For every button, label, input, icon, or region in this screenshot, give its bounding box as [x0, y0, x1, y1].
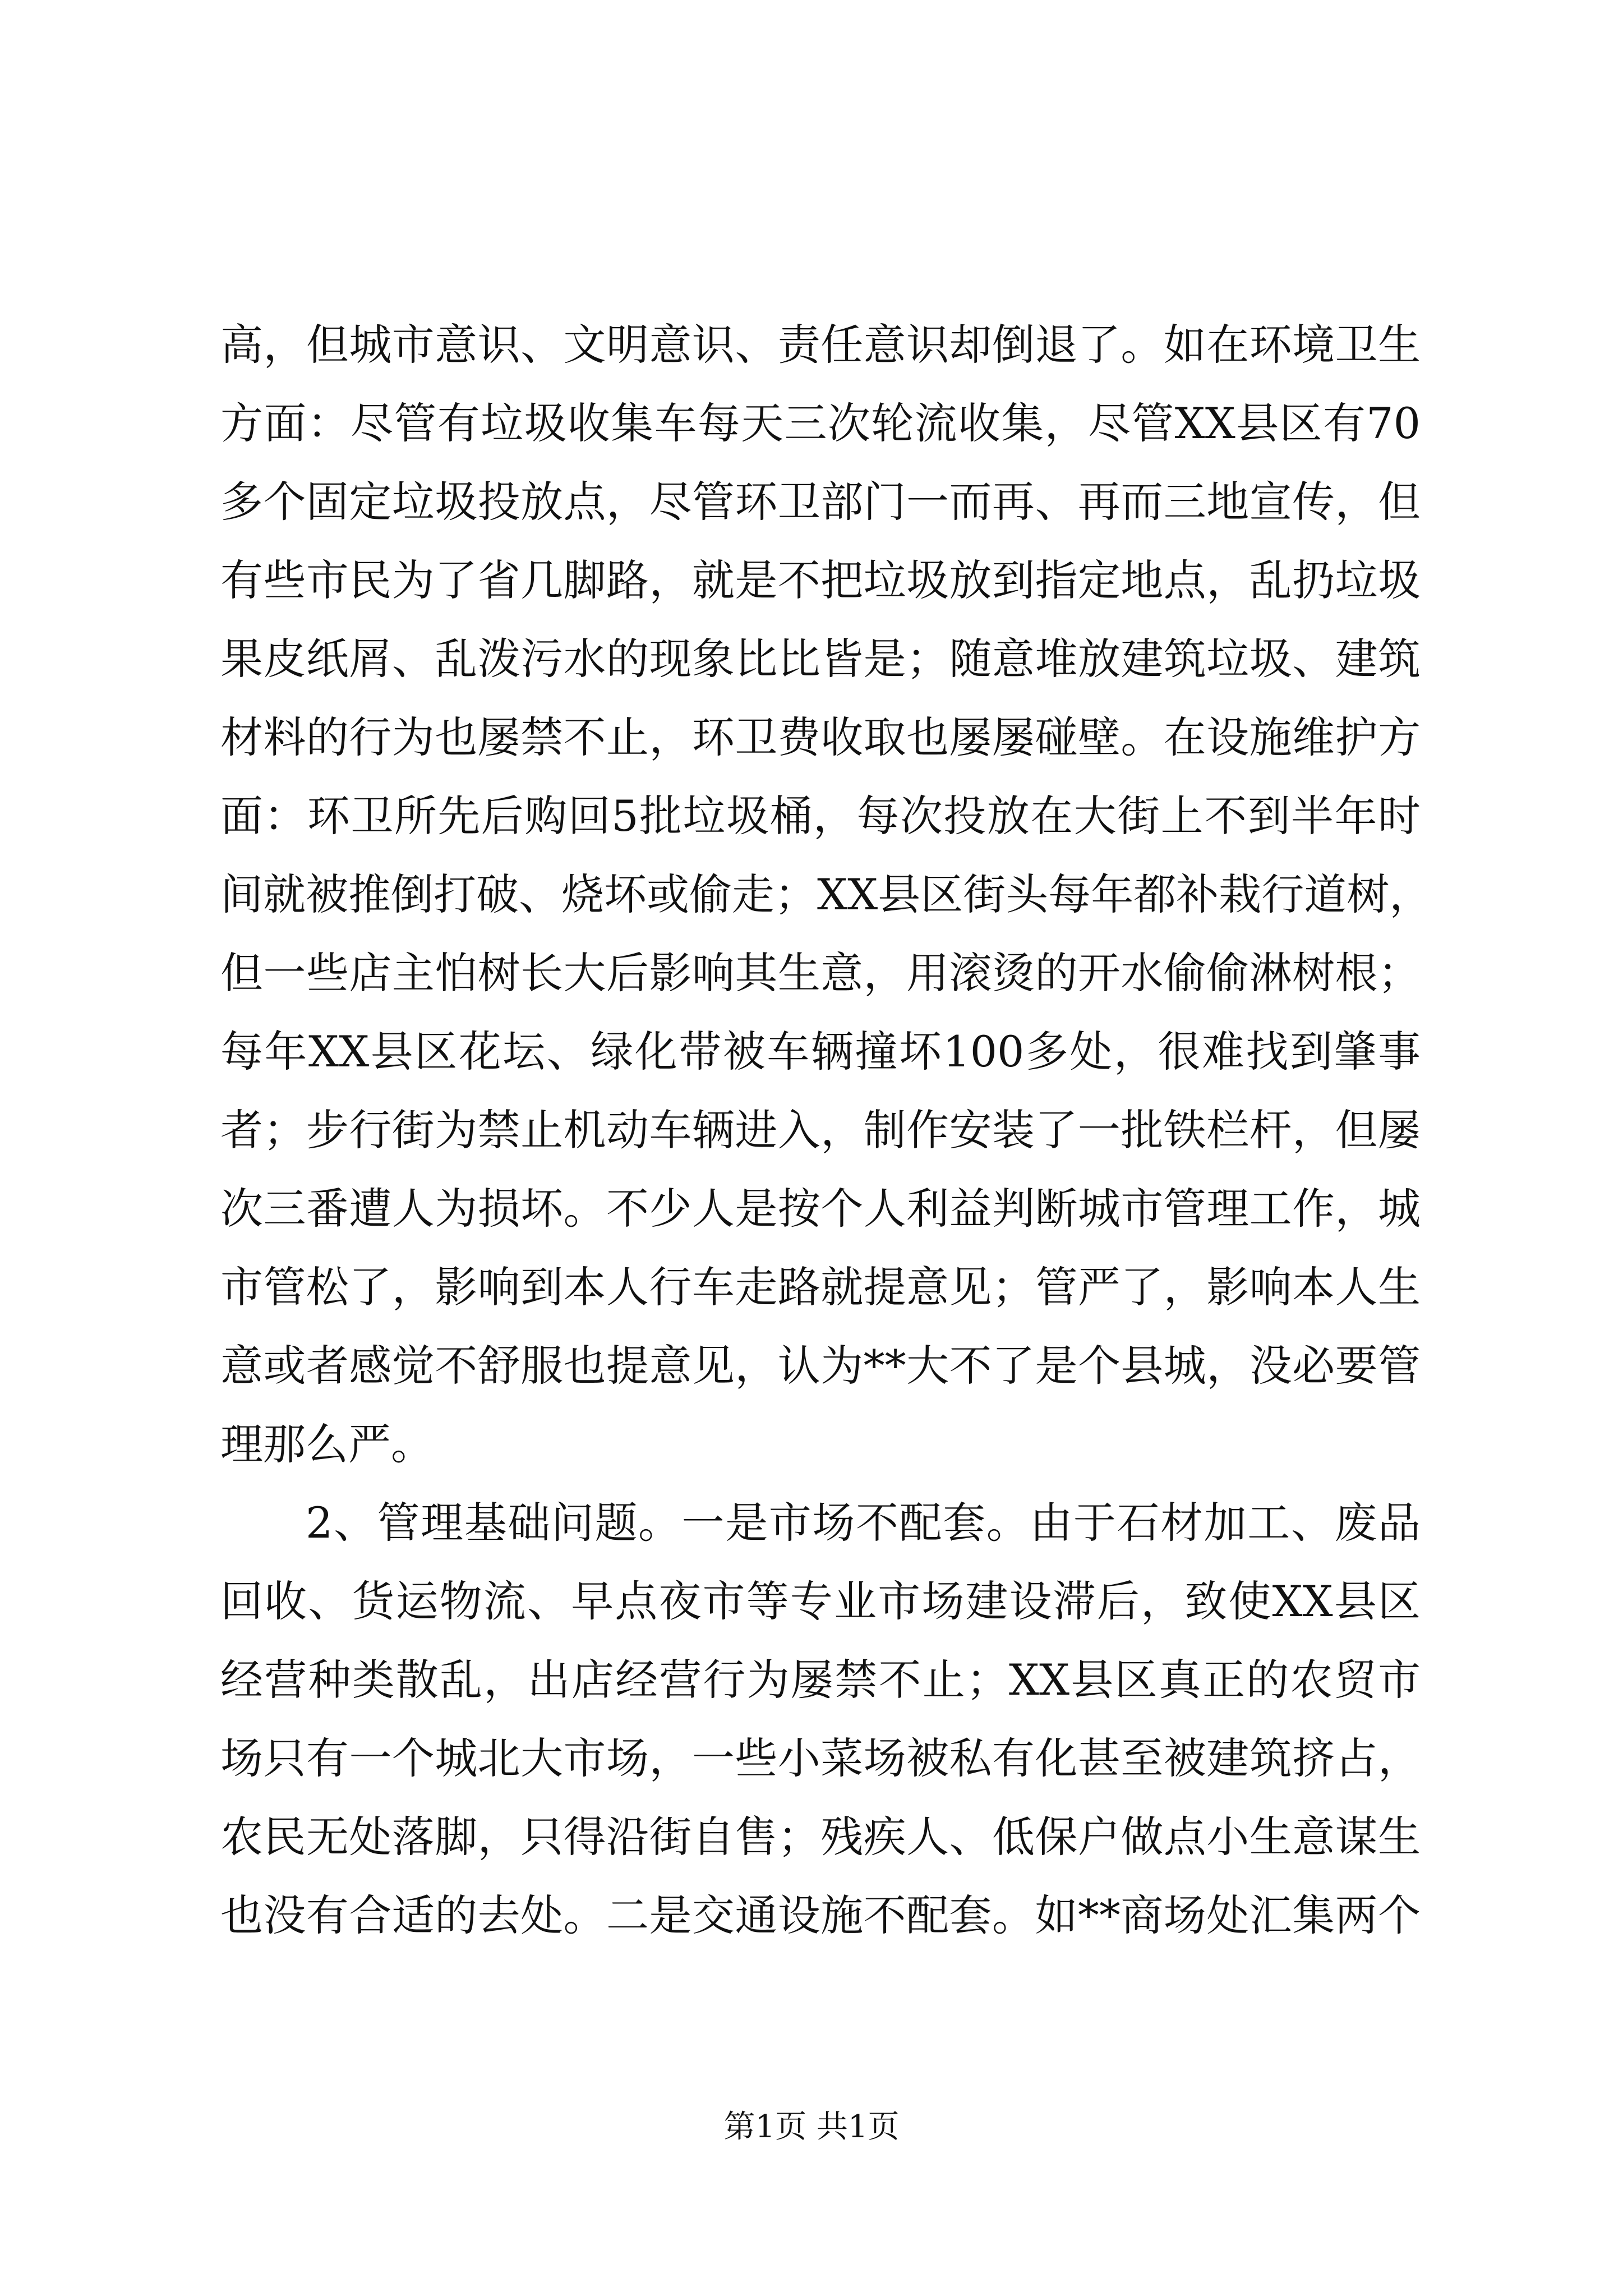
- body-text: [220, 306, 1432, 1955]
- text-line: 多个固定垃圾投放点，尽管环卫部门一而再、再而三地宣传，但: [220, 477, 1421, 527]
- text-line: 也没有合适的去处。二是交通设施不配套。如**商场处汇集两个: [220, 1890, 1421, 1940]
- text-line: 经营种类散乱，出店经营行为屡禁不止；XX县区真正的农贸市: [220, 1655, 1421, 1705]
- page-number: 第1页 共1页: [723, 2109, 900, 2145]
- text-line: 意或者感觉不舒服也提意见，认为**大不了是个县城，没必要管: [220, 1341, 1421, 1391]
- text-line: 每年XX县区花坛、绿化带被车辆撞坏100多处，很难找到肇事: [220, 1027, 1421, 1076]
- text-line: 高，但城市意识、文明意识、责任意识却倒退了。如在环境卫生: [220, 320, 1421, 370]
- text-line: 果皮纸屑、乱泼污水的现象比比皆是；随意堆放建筑垃圾、建筑: [220, 634, 1421, 684]
- text-line: 面：环卫所先后购回5批垃圾桶，每次投放在大街上不到半年时: [220, 791, 1421, 841]
- text-line: 有些市民为了省几脚路，就是不把垃圾放到指定地点，乱扔垃圾: [220, 555, 1421, 605]
- text-line: 理那么严。: [220, 1419, 434, 1469]
- text-line: 回收、货运物流、早点夜市等专业市场建设滞后，致使XX县区: [220, 1576, 1421, 1626]
- page-footer: [0, 2105, 1623, 2150]
- text-line: 场只有一个城北大市场，一些小菜场被私有化甚至被建筑挤占，: [220, 1733, 1421, 1783]
- text-line: 农民无处落脚，只得沿街自售；残疾人、低保户做点小生意谋生: [220, 1812, 1421, 1862]
- text-line: 但一些店主怕树长大后影响其生意，用滚烫的开水偷偷淋树根；: [220, 948, 1421, 998]
- text-line: 材料的行为也屡禁不止，环卫费收取也屡屡碰壁。在设施维护方: [220, 712, 1421, 762]
- text-line: 者；步行街为禁止机动车辆进入，制作安装了一批铁栏杆，但屡: [220, 1105, 1421, 1155]
- text-line-paragraph-start: 2、管理基础问题。一是市场不配套。由于石材加工、废品: [306, 1498, 1421, 1548]
- text-line: 市管松了，影响到本人行车走路就提意见；管严了，影响本人生: [220, 1262, 1421, 1312]
- text-line: 次三番遭人为损坏。不少人是按个人利益判断城市管理工作，城: [220, 1184, 1421, 1234]
- text-line: 间就被推倒打破、烧坏或偷走；XX县区街头每年都补栽行道树，: [220, 869, 1432, 919]
- text-line: 方面：尽管有垃圾收集车每天三次轮流收集，尽管XX县区有70: [220, 398, 1421, 448]
